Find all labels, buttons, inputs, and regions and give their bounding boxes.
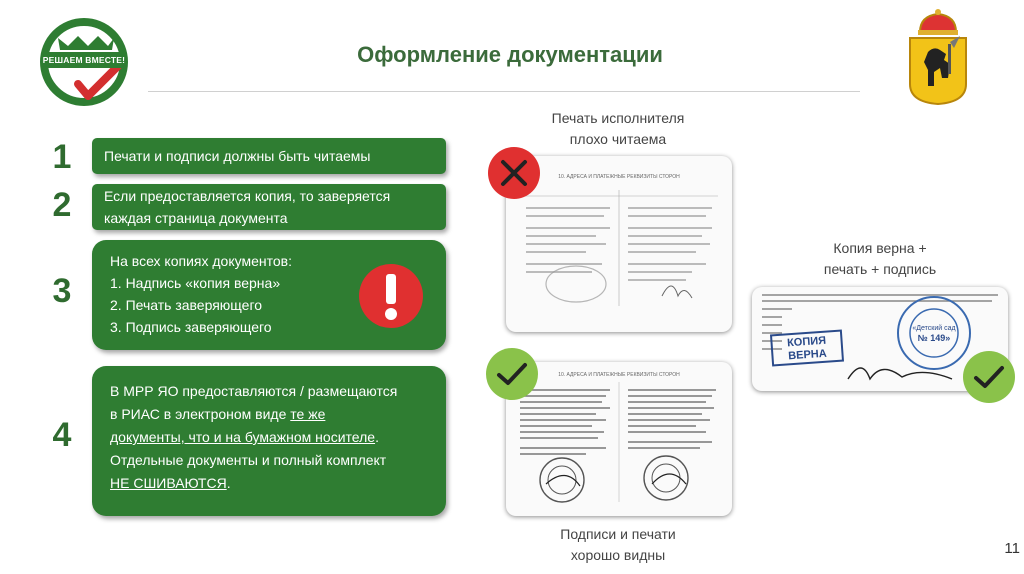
document-good-image <box>506 362 732 516</box>
rule-number-4: 4 <box>52 416 72 454</box>
rule-2-line-1: Если предоставляется копия, то заверяется <box>104 188 391 204</box>
caption-bad-example <box>520 108 716 150</box>
caption-bad-line-2: плохо читаема <box>569 131 667 147</box>
caption-copy-line-2: печать + подпись <box>823 261 937 277</box>
page-number: 11 <box>1004 540 1020 557</box>
rule-4-line-4: Отдельные документы и полный комплект <box>110 452 387 468</box>
rule-3-item-1: 1. Надпись «копия верна» <box>110 275 281 291</box>
rule-number-1: 1 <box>52 138 72 176</box>
caption-copy-example <box>782 238 978 280</box>
doc-bad-header: 10. АДРЕСА И ПЛАТЕЖНЫЕ РЕКВИЗИТЫ СТОРОН <box>558 174 680 180</box>
page-title: Оформление документации <box>357 42 663 67</box>
title-divider <box>148 91 860 92</box>
caption-bad-line-1: Печать исполнителя <box>551 110 685 126</box>
copy-check-icon <box>962 350 1016 404</box>
coat-of-arms-icon <box>904 6 972 106</box>
rule-4-line-3 <box>110 426 428 449</box>
logo-text: РЕШАЕМ ВМЕСТЕ! <box>42 52 126 68</box>
rule-number-3: 3 <box>52 272 72 310</box>
stamp-round-line-2: № 149» <box>917 333 951 343</box>
caption-good-line-1: Подписи и печати <box>560 526 676 542</box>
rule-4-underlined-docs: документы, что и на бумажном носителе <box>110 429 376 445</box>
rule-4-not-bound: НЕ СШИВАЮТСЯ <box>110 475 227 491</box>
warning-icon <box>358 263 424 329</box>
rule-number-2: 2 <box>52 186 72 224</box>
coat-of-arms <box>904 6 972 106</box>
bad-x-icon <box>487 146 541 200</box>
stamp-copy-line-1: КОПИЯ <box>786 334 827 350</box>
rule-4-line-2 <box>110 403 428 426</box>
rule-box-2 <box>92 184 446 230</box>
doc-good-header: 10. АДРЕСА И ПЛАТЕЖНЫЕ РЕКВИЗИТЫ СТОРОН <box>558 372 680 378</box>
rule-4-line-5-period: . <box>226 475 231 491</box>
rule-box-1 <box>92 138 446 174</box>
rule-3-item-3: 3. Подпись заверяющего <box>110 319 272 335</box>
caption-copy-line-1: Копия верна + <box>833 240 927 256</box>
rule-4-underlined-same: те же <box>290 406 326 422</box>
caption-good-line-2: хорошо видны <box>570 547 666 563</box>
rule-3-intro: На всех копиях документов: <box>110 253 292 269</box>
rule-2-line-2: каждая страница документа <box>104 210 288 226</box>
stamp-round-line-1: «Детский сад <box>912 325 956 332</box>
rule-3-item-2: 2. Печать заверяющего <box>110 297 263 313</box>
good-check-icon <box>485 347 539 401</box>
caption-good-example <box>520 524 716 566</box>
logo <box>38 18 134 106</box>
rule-4-line-3-period: . <box>375 429 379 445</box>
rule-box-4 <box>92 366 446 516</box>
rule-1-text: Печати и подписи должны быть читаемы <box>104 148 371 164</box>
stamp-copy-line-2: ВЕРНА <box>787 347 828 363</box>
rule-4-line-5 <box>110 472 428 495</box>
rule-4-line-2-text: в РИАС в электроном виде <box>110 406 291 422</box>
rule-4-line-1: В МРР ЯО предоставляются / размещаются <box>110 383 398 399</box>
